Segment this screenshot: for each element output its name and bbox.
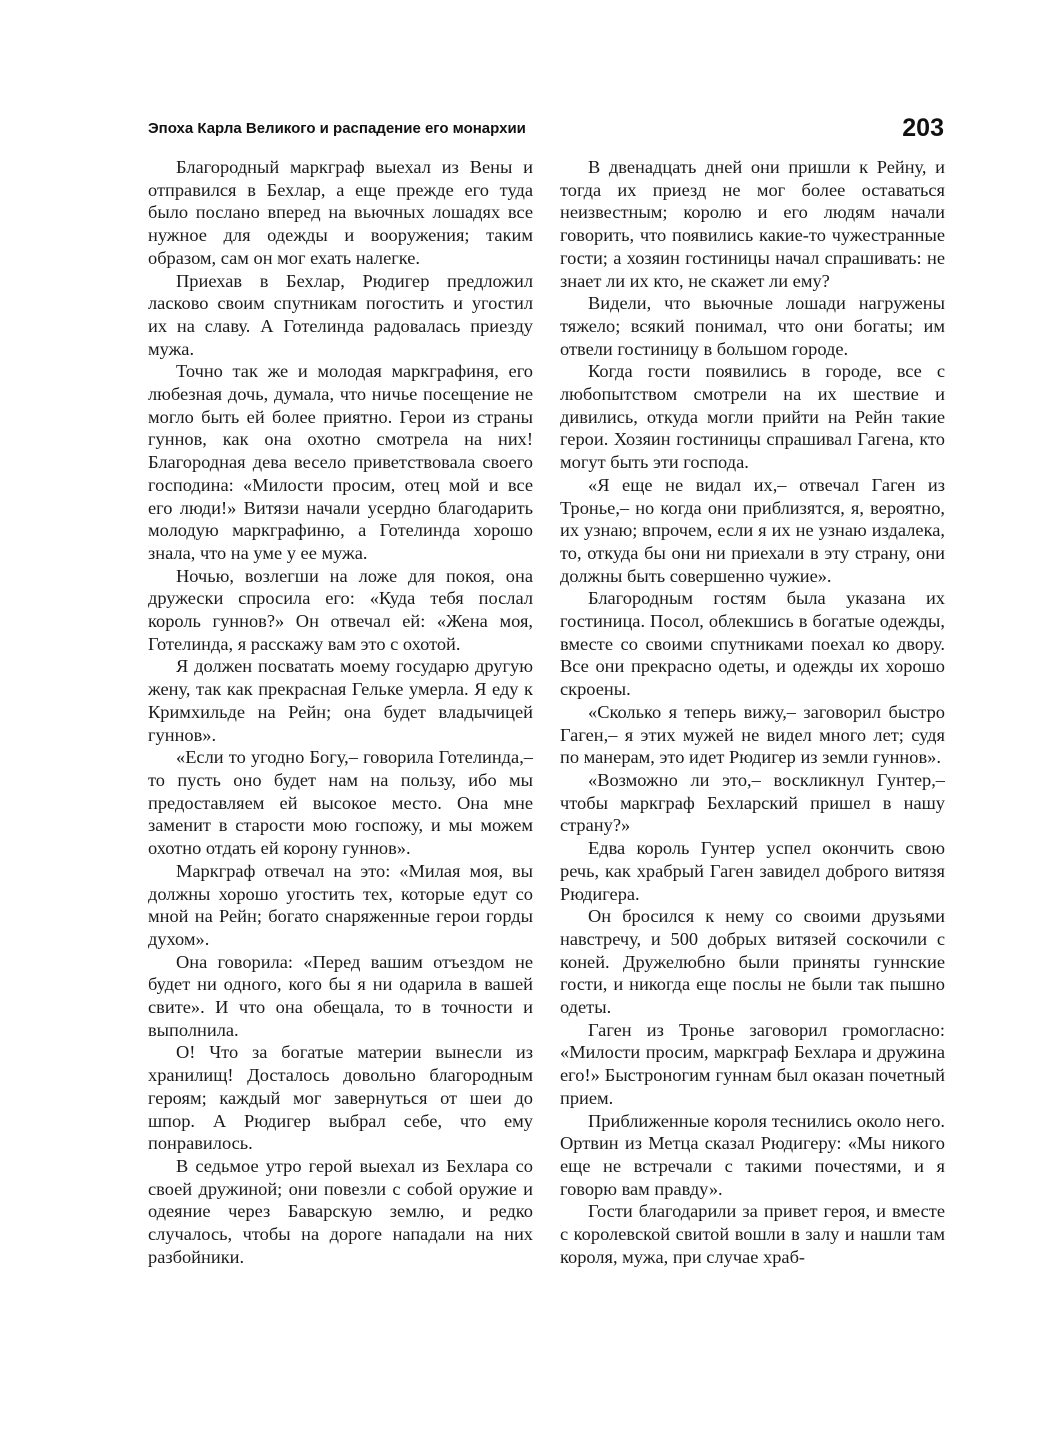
paragraph: Когда гости появились в городе, все с любопытством смотрели на их шествие и дивились, откуда могли прийти на Рейн такие герои. Хозяин гостиницы спрашивал Гагена, кто могут быть эти господа. <box>560 361 945 473</box>
paragraph: «Я еще не видал их,– отвечал Гаген из Тронье,– но когда они приблизятся, я, вероятно, их узнаю; впрочем, если я их не узнаю издалека, то, откуда бы они ни приехали в эту страну, они должны быть совершенно чужие». <box>560 474 945 586</box>
paragraph: Ночью, возлегши на ложе для покоя, она дружески спросила его: «Куда тебя послал король гуннов?» Он отвечал ей: «Жена моя, Готелинда, я расскажу вам это с охотой. <box>148 565 533 654</box>
paragraph: Приехав в Бехлар, Рюдигер предложил ласково своим спутникам погостить и угостил их на славу. А Готелинда радовалась приезду мужа. <box>148 270 533 359</box>
paragraph: «Если то угодно Богу,– говорила Готелинда,– то пусть оно будет нам на пользу, ибо мы предоставляем ей высокое место. Она мне заменит в старости мою госпожу, и мы можем охотно отдать ей корону гуннов». <box>148 747 533 859</box>
paragraph: В седьмое утро герой выехал из Бехлара со своей дружиной; они повезли с собой оружие и одеяние через Баварскую землю, и редко случалось, чтобы на дороге нападали на них разбойники. <box>148 1155 533 1267</box>
text-column-right <box>560 156 945 1268</box>
paragraph: Благородный маркграф выехал из Вены и отправился в Бехлар, а еще прежде его туда было послано вперед на вьючных лошадях все нужное для одежды и вооружения; таким образом, сам он мог ехать налегке. <box>148 157 533 268</box>
page-number: 203 <box>902 114 944 142</box>
paragraph: В двенадцать дней они пришли к Рейну, и тогда их приезд не мог более оставаться неизвестным; королю и его людям начали говорить, что появились какие-то чужестранные гости; а хозяин гостиницы начал спрашивать: не знает ли их кто, не скажет ли ему? <box>560 157 945 291</box>
paragraph: Приближенные короля теснились около него. Ортвин из Метца сказал Рюдигеру: «Мы никого еще не встречали с такими почестями, и я говорю вам правду». <box>560 1110 945 1199</box>
paragraph: Едва король Гунтер успел окончить свою речь, как храбрый Гаген завидел доброго витязя Рюдигера. <box>560 838 945 904</box>
paragraph: Маркграф отвечал на это: «Милая моя, вы должны хорошо угостить тех, которые едут со мной на Рейн; богато снаряженные герои горды духом». <box>148 860 533 949</box>
paragraph: «Возможно ли это,– воскликнул Гунтер,– чтобы маркграф Бехларский пришел в нашу страну?» <box>560 769 945 836</box>
paragraph: Гаген из Тронье заговорил громогласно: «Милости просим, маркграф Бехлара и дружина его!» Быстроногим гуннам был оказан почетный прием. <box>560 1019 945 1108</box>
text-column-left <box>148 156 533 1268</box>
running-title: Эпоха Карла Великого и распадение его монархии <box>148 120 526 137</box>
paragraph: Она говорила: «Перед вашим отъездом не будет ни одного, кого бы я ни одарила в вашей свите». И что она обещала, то в точности и выполнила. <box>148 951 533 1040</box>
paragraph: Он бросился к нему со своими друзьями навстречу, и 500 добрых витязей соскочили с коней. Дружелюбно были приняты гуннские гости, и никогда еще послы не были так пышно одеты. <box>560 906 945 1018</box>
running-head <box>148 114 948 148</box>
paragraph: «Сколько я теперь вижу,– заговорил быстро Гаген,– я этих мужей не видел много лет; судя по манерам, это идет Рюдигер из земли гуннов». <box>560 701 945 768</box>
paragraph: О! Что за богатые материи вынесли из хранилищ! Досталось довольно благородным героям; каждый мог завернуться от шеи до шпор. А Рюдигер выбрал себе, что ему понравилось. <box>148 1042 533 1154</box>
paragraph: Благородным гостям была указана их гостиница. Посол, облекшись в богатые одежды, вместе со своими спутниками поехал ко двору. Все они прекрасно одеты, и одежды их хорошо скроены. <box>560 588 945 700</box>
paragraph: Точно так же и молодая маркграфиня, его любезная дочь, думала, что ничье посещение не могло быть ей более приятно. Герои из страны гуннов, как она охотно смотрела на них! Благородная дева весело приветствовала своего господина: «Милости просим, отец мой и все его люди!» Витязи начали усердно благодарить молодую маркграфиню, а Готелинда хорошо знала, что на уме у ее мужа. <box>148 361 533 563</box>
paragraph: Я должен посватать моему государю другую жену, так как прекрасная Гельке умерла. Я еду к Кримхильде на Рейн; она будет владычицей гуннов». <box>148 656 533 745</box>
paragraph: Видели, что вьючные лошади нагружены тяжело; всякий понимал, что они богаты; им отвели гостиницу в большом городе. <box>560 293 945 359</box>
paragraph: Гости благодарили за привет героя, и вместе с королевской свитой вошли в залу и нашли там короля, мужа, при случае храб- <box>560 1201 945 1267</box>
